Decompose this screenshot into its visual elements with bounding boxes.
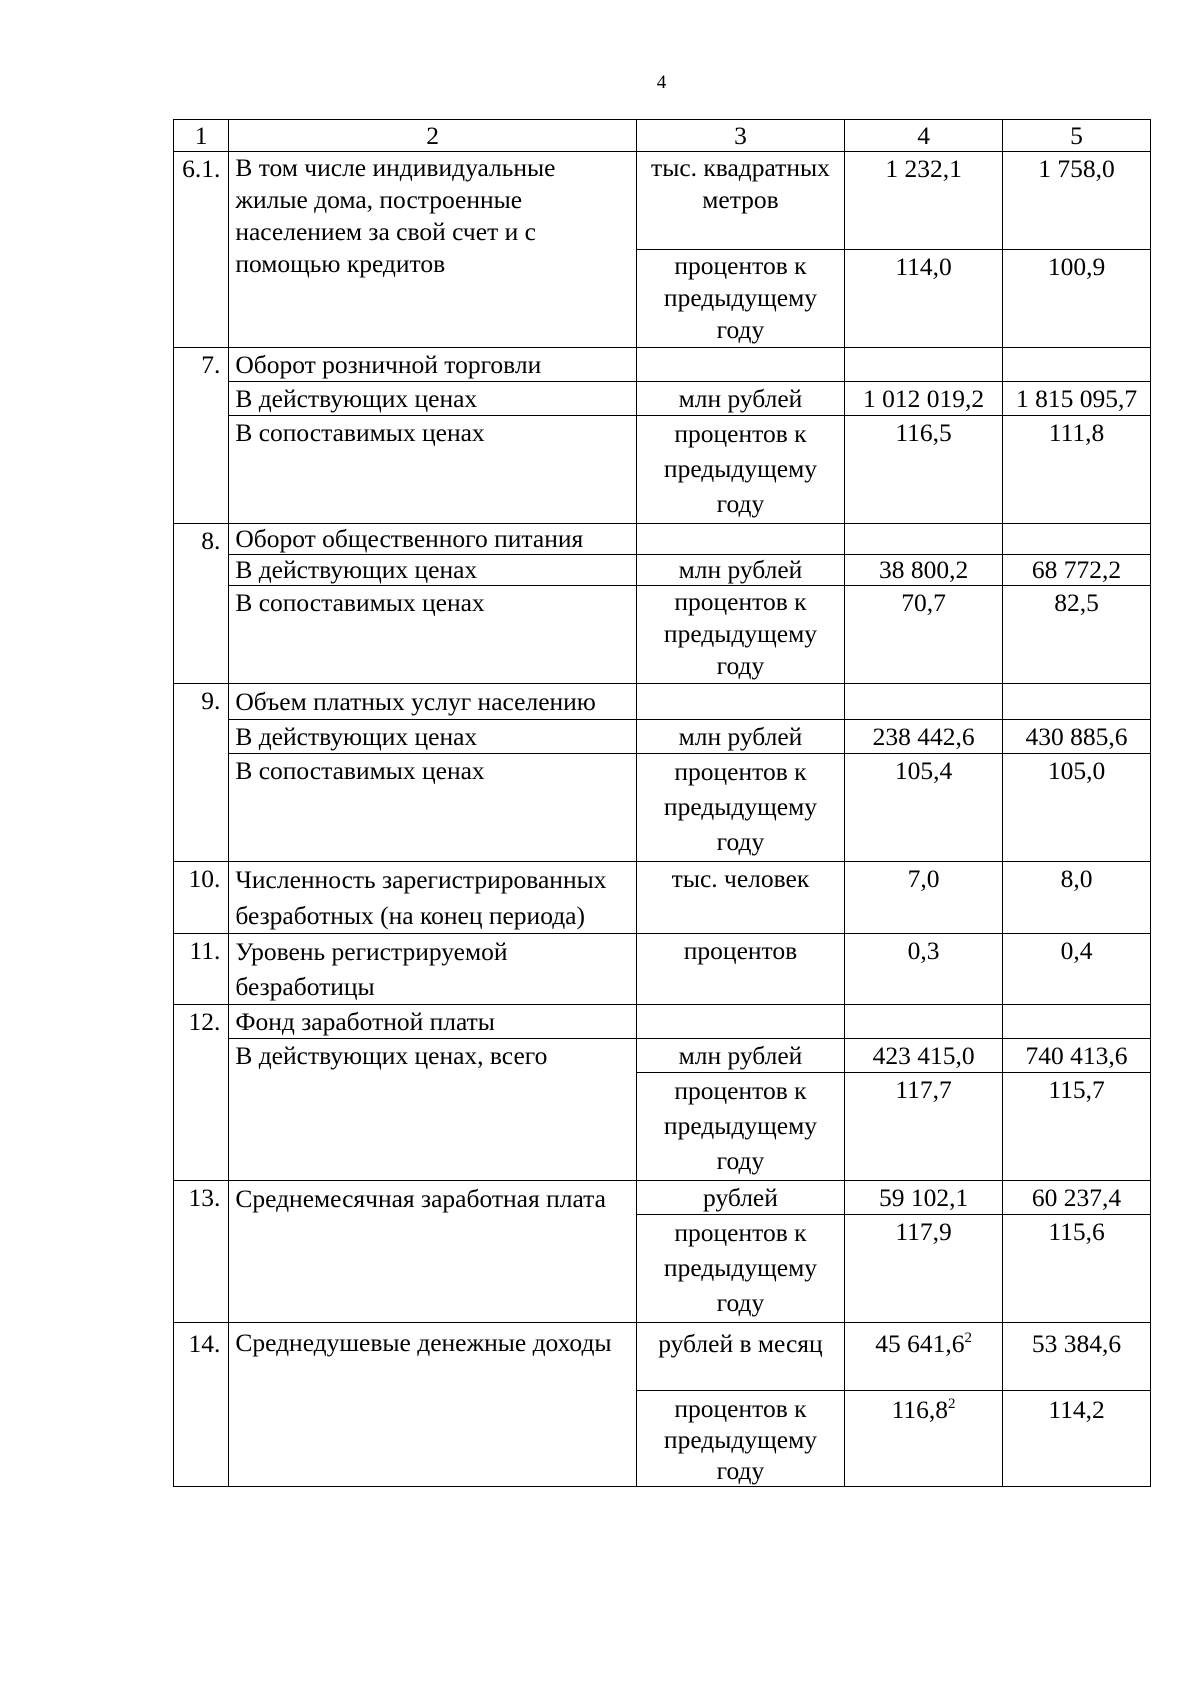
indicator-subname: В действующих ценах, всего (229, 1039, 637, 1181)
value-col4 (845, 348, 1003, 382)
value-col5: 60 237,4 (1003, 1181, 1151, 1215)
table-row (174, 555, 1151, 586)
value-col5: 1 758,0 (1003, 152, 1151, 250)
value-col4: 423 415,0 (845, 1039, 1003, 1073)
indicator-subname: В сопоставимых ценах (229, 586, 637, 684)
table-row (174, 720, 1151, 754)
table-row (174, 416, 1151, 524)
indicator-name: Численность зарегистрированных безработных (на конец периода) (229, 862, 637, 934)
value-col4: 117,9 (845, 1215, 1003, 1323)
value-col4 (845, 1005, 1003, 1039)
value-col5 (1003, 348, 1151, 382)
value-col4: 0,3 (845, 934, 1003, 1005)
value-col4 (845, 524, 1003, 555)
value-col4: 59 102,1 (845, 1181, 1003, 1215)
value-col4: 117,7 (845, 1073, 1003, 1181)
value-col4: 7,0 (845, 862, 1003, 934)
unit-cell: процентов к предыдущему году (636, 1073, 844, 1181)
unit-cell: тыс. человек (636, 862, 844, 934)
value-col5: 114,2 (1003, 1391, 1151, 1487)
value-col5 (1003, 1005, 1151, 1039)
table-header-row (174, 120, 1151, 152)
table-row (174, 524, 1151, 555)
unit-cell: млн рублей (636, 1039, 844, 1073)
table-row (174, 1005, 1151, 1039)
value-col4: 105,4 (845, 754, 1003, 862)
unit-cell: процентов к предыдущему году (636, 754, 844, 862)
value-col5: 68 772,2 (1003, 555, 1151, 586)
value-col5 (1003, 524, 1151, 555)
unit-cell: процентов к предыдущему году (636, 250, 844, 348)
value-col4 (845, 1391, 1003, 1487)
unit-cell: рублей (636, 1181, 844, 1215)
unit-cell (636, 348, 844, 382)
table-row (174, 382, 1151, 416)
value-col4: 38 800,2 (845, 555, 1003, 586)
unit-cell: тыс. квадратных метров (636, 152, 844, 250)
row-number: 6.1. (174, 152, 229, 348)
value-col5: 82,5 (1003, 586, 1151, 684)
statistics-table (173, 119, 1151, 1487)
value-col4: 70,7 (845, 586, 1003, 684)
unit-cell (636, 524, 844, 555)
table-row (174, 1039, 1151, 1073)
row-number: 7. (174, 348, 229, 524)
table-row (174, 586, 1151, 684)
unit-cell: процентов к предыдущему году (636, 586, 844, 684)
indicator-subname: В сопоставимых ценах (229, 416, 637, 524)
value-text: 45 641,6 (875, 1329, 965, 1358)
indicator-subname: В действующих ценах (229, 382, 637, 416)
row-number: 13. (174, 1181, 229, 1323)
row-number: 10. (174, 862, 229, 934)
row-number: 11. (174, 934, 229, 1005)
indicator-subname: В действующих ценах (229, 555, 637, 586)
row-number: 8. (174, 524, 229, 684)
value-col5: 105,0 (1003, 754, 1151, 862)
indicator-name: Оборот общественного питания (229, 524, 637, 555)
header-cell: 2 (229, 120, 637, 152)
unit-cell: процентов к предыдущему году (636, 1215, 844, 1323)
page-number: 4 (656, 72, 667, 93)
table-row (174, 754, 1151, 862)
table-row (174, 1323, 1151, 1391)
value-col4: 116,5 (845, 416, 1003, 524)
header-cell: 1 (174, 120, 229, 152)
unit-cell: процентов к предыдущему году (636, 416, 844, 524)
header-cell: 3 (636, 120, 844, 152)
unit-cell: процентов (636, 934, 844, 1005)
indicator-name: Среднедушевые денежные доходы (229, 1323, 637, 1487)
value-col5: 8,0 (1003, 862, 1151, 934)
table-row (174, 152, 1151, 250)
unit-cell: процентов к предыдущему году (636, 1391, 844, 1487)
indicator-name: В том числе индивидуальные жилые дома, построенные населением за свой счет и с помощью кредитов (229, 152, 637, 348)
value-col4: 1 232,1 (845, 152, 1003, 250)
unit-cell: млн рублей (636, 555, 844, 586)
row-number: 9. (174, 684, 229, 862)
unit-cell (636, 684, 844, 720)
unit-cell: рублей в месяц (636, 1323, 844, 1391)
header-cell: 5 (1003, 120, 1151, 152)
header-cell: 4 (845, 120, 1003, 152)
value-col5: 100,9 (1003, 250, 1151, 348)
value-col5: 740 413,6 (1003, 1039, 1151, 1073)
table-row (174, 934, 1151, 1005)
footnote-marker: 2 (964, 1330, 972, 1346)
value-col5: 115,6 (1003, 1215, 1151, 1323)
value-col4: 1 012 019,2 (845, 382, 1003, 416)
value-col5: 1 815 095,7 (1003, 382, 1151, 416)
row-number: 12. (174, 1005, 229, 1181)
value-col4: 238 442,6 (845, 720, 1003, 754)
indicator-name: Фонд заработной платы (229, 1005, 637, 1039)
value-text: 116,8 (891, 1395, 949, 1424)
value-col5: 115,7 (1003, 1073, 1151, 1181)
row-number: 14. (174, 1323, 229, 1487)
unit-cell: млн рублей (636, 720, 844, 754)
indicator-name: Уровень регистрируемой безработицы (229, 934, 637, 1005)
footnote-marker: 2 (948, 1396, 956, 1412)
value-col5: 430 885,6 (1003, 720, 1151, 754)
table-row (174, 684, 1151, 720)
value-col5 (1003, 684, 1151, 720)
table-row (174, 862, 1151, 934)
indicator-subname: В сопоставимых ценах (229, 754, 637, 862)
indicator-name: Объем платных услуг населению (229, 684, 637, 720)
value-col5: 111,8 (1003, 416, 1151, 524)
indicator-name: Оборот розничной торговли (229, 348, 637, 382)
table-row (174, 1181, 1151, 1215)
value-col5: 0,4 (1003, 934, 1151, 1005)
unit-cell: млн рублей (636, 382, 844, 416)
value-col4 (845, 684, 1003, 720)
value-col4 (845, 1323, 1003, 1391)
indicator-subname: В действующих ценах (229, 720, 637, 754)
unit-cell (636, 1005, 844, 1039)
value-col5: 53 384,6 (1003, 1323, 1151, 1391)
table-row (174, 348, 1151, 382)
indicator-name: Среднемесячная заработная плата (229, 1181, 637, 1323)
value-col4: 114,0 (845, 250, 1003, 348)
